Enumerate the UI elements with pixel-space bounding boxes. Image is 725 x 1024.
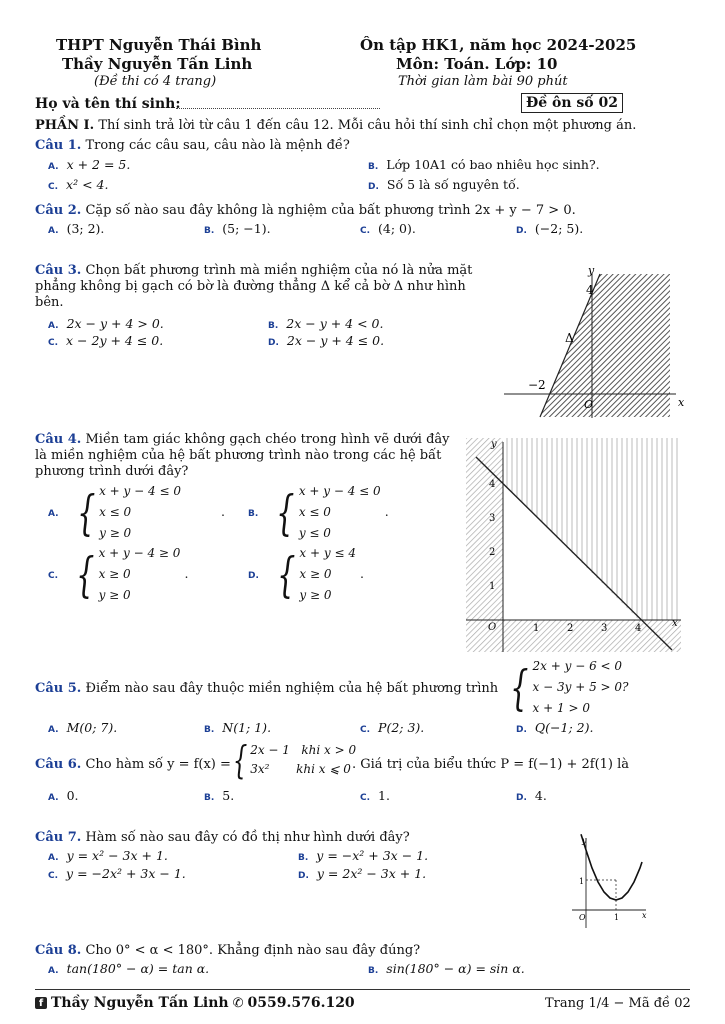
part1-instruction [35,118,636,133]
tick-y-1: 1 [489,581,496,592]
tick-x-3: 3 [601,623,608,634]
question-text: Trong các câu sau, câu nào là mệnh đề? [85,138,350,153]
question-3: Câu 3. Chọn bất phương trình mà miền nghiệm của nó là nửa mặt phẳng không bị gạch có bờ là đường thẳng Δ kể cả bờ Δ như hình bên. [35,263,473,310]
q1-option-c[interactable]: C. x² < 4. [48,177,109,192]
footer-author [35,995,355,1011]
q2-option-b[interactable]: B. (5; −1). [204,221,271,236]
part1-title: PHẦN I. [35,118,95,133]
parabola-curve [581,834,642,900]
q5-option-b[interactable]: B. N(1; 1). [204,720,272,735]
q2-option-c[interactable]: C. (4; 0). [360,221,416,236]
question-1 [35,138,350,154]
q5-system: { 2x + y − 6 < 0 x − 3y + 5 > 0? x + 1 > 0 [510,659,629,716]
tick-y-4: 4 [489,479,496,490]
q3-option-a[interactable]: A. 2x − y + 4 > 0. [48,316,164,331]
name-line [176,108,380,109]
exam-code-box: Đề ôn số 02 [521,93,623,113]
q6-option-a[interactable]: A. 0. [48,788,79,803]
q8-option-a[interactable]: A. tan(180° − α) = tan α. [48,961,210,976]
q2-option-a[interactable]: A. (3; 2). [48,221,105,236]
question-4: Câu 4. Miền tam giác không gạch chéo trong hình vẽ dưới đây là miền nghiệm của hệ bất phương trình nào trong các hệ bất phương trình dưới đây? [35,432,450,479]
q3-option-b[interactable]: B. 2x − y + 4 < 0. [268,316,384,331]
origin-label: O [584,398,594,411]
q6-piecewise: { 2x − 1 khi x > 0 3x² khi x ⩽ 0 [232,738,357,782]
q4-option-c[interactable]: C. { x + y − 4 ≥ 0 x ≥ 0 y ≥ 0 . [48,546,189,603]
q4-option-a[interactable]: A. { x + y − 4 ≤ 0 x ≤ 0 y ≥ 0 . [48,484,225,541]
page-indicator: Trang 1/4 − Mã đề 02 [545,996,691,1011]
delta-label: Δ [565,331,574,345]
tick-y-3: 3 [489,513,496,524]
footer-rule [35,989,690,990]
y-label: y [588,264,595,277]
q2-option-d[interactable]: D. (−2; 5). [516,221,584,236]
q7-option-d[interactable]: D. y = 2x² − 3x + 1. [298,866,427,881]
y-label: y [491,439,497,450]
tick-minus2: −2 [528,378,546,392]
q7-option-a[interactable]: A. y = x² − 3x + 1. [48,848,168,863]
part1-text: Thí sinh trả lời từ câu 1 đến câu 12. Mỗi câu hỏi thí sinh chỉ chọn một phương án. [98,118,637,133]
question-5: Câu 5. Điểm nào sau đây thuộc miền nghiệm của hệ bất phương trình [35,681,499,696]
hatched-region [540,274,670,417]
q4-option-d[interactable]: D. { x + y ≤ 4 x ≥ 0 y ≥ 0 . [248,546,364,603]
tick-x-2: 2 [567,623,574,634]
q4-triangle-figure [466,438,686,652]
bottom-hatch [503,620,681,652]
above-line-hatch [503,438,681,620]
teacher-name: Thầy Nguyễn Tấn Linh [62,55,253,73]
q3-option-c[interactable]: C. x − 2y + 4 ≤ 0. [48,333,164,348]
q3-halfplane-figure [500,262,700,420]
facebook-icon[interactable]: f [35,997,47,1009]
q7-parabola-figure [568,834,668,930]
q7-option-c[interactable]: C. y = −2x² + 3x − 1. [48,866,186,881]
question-2: Câu 2. Cặp số nào sau đây không là nghiệm của bất phương trình 2x + y − 7 > 0. [35,203,576,218]
q5-option-c[interactable]: C. P(2; 3). [360,720,425,735]
q1-option-d[interactable]: D. Số 5 là số nguyên tố. [368,177,520,192]
tick-x-1: 1 [614,913,620,922]
origin-label: O [488,622,497,633]
q3-option-d[interactable]: D. 2x − y + 4 ≤ 0. [268,333,385,348]
q5-option-a[interactable]: A. M(0; 7). [48,720,118,735]
x-label: x [642,911,647,920]
tick-x-4: 4 [635,623,642,634]
q4-option-b[interactable]: B. { x + y − 4 ≤ 0 x ≤ 0 y ≤ 0 . [248,484,389,541]
y-label: y [582,836,587,845]
tick-x-1: 1 [533,623,540,634]
tick-4: 4 [586,283,594,297]
time-line: Thời gian làm bài 90 phút [398,74,568,89]
x-label: x [678,396,685,409]
pages-note: (Đề thi có 4 trang) [94,74,217,89]
question-6: Câu 6. Cho hàm số y = f(x) = [35,757,231,772]
phone-number: 0559.576.120 [247,995,355,1011]
origin-label: O [579,913,586,922]
school-name: THPT Nguyễn Thái Bình [56,36,262,54]
question-8: Câu 8. Cho 0° < α < 180°. Khẳng định nào sau đây đúng? [35,943,421,958]
q1-option-a[interactable]: A. x + 2 = 5. [48,157,131,172]
x-label: x [672,618,678,629]
q6-option-c[interactable]: C. 1. [360,788,390,803]
question-7: Câu 7. Hàm số nào sau đây có đồ thị như hình dưới đây? [35,830,410,845]
tick-y-1: 1 [579,877,585,886]
tick-y-2: 2 [489,547,496,558]
q6-option-d[interactable]: D. 4. [516,788,547,803]
question-label: Câu 1. [35,138,82,153]
q7-option-b[interactable]: B. y = −x² + 3x − 1. [298,848,429,863]
exam-title: Ôn tập HK1, năm học 2024-2025 [360,36,637,54]
q6-text-post: . Giá trị của biểu thức P = f(−1) + 2f(1) là [352,757,630,772]
q5-option-d[interactable]: D. Q(−1; 2). [516,720,594,735]
q1-option-b[interactable]: B. Lớp 10A1 có bao nhiêu học sinh?. [368,157,600,172]
q6-option-b[interactable]: B. 5. [204,788,235,803]
subject-line: Môn: Toán. Lớp: 10 [396,55,558,73]
author-name: Thầy Nguyễn Tấn Linh [51,995,229,1011]
q8-option-b[interactable]: B. sin(180° − α) = sin α. [368,961,525,976]
name-label: Họ và tên thí sinh: [35,96,181,112]
phone-icon: ✆ [232,995,244,1011]
